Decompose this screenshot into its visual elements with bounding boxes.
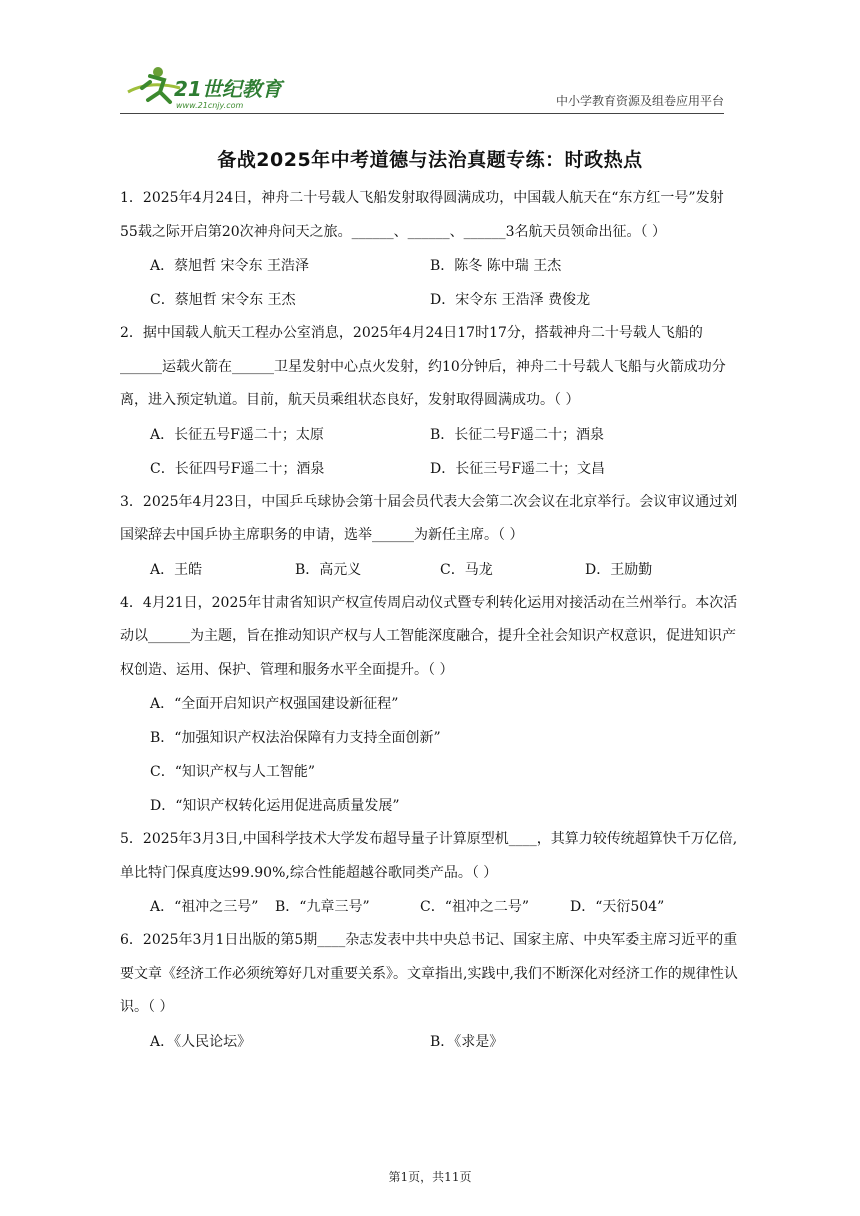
option-c: C．长征四号F遥二十；酒泉 — [150, 460, 325, 477]
option-a: A．“祖冲之三号” — [150, 899, 259, 915]
question-2: 2．据中国载人航天工程办公室消息，2025年4月24日17时17分，搭载神舟二十号载人飞船的______运载火箭在______卫星发射中心点火发射，约10分钟后，神舟二十号载人飞船与火箭成功分离，进入预定轨道。目前，航天员乘组状态良好，发射取得圆满成功。（ ） — [120, 325, 726, 408]
option-a: A．“全面开启知识产权强国建设新征程” — [150, 696, 399, 712]
question-5: 5．2025年3月3日,中国科学技术大学发布超导量子计算原型机____，其算力较传统超算快千万亿倍,单比特门保真度达99.90%,综合性能超越谷歌同类产品。（ ） — [120, 831, 738, 881]
question-list — [120, 182, 740, 1059]
option-b: B．陈冬 陈中瑞 王杰 — [430, 258, 562, 274]
option-c: C．“祖冲之二号” — [420, 899, 530, 915]
option-d: D．“天衍504” — [570, 899, 665, 915]
options-row — [120, 890, 740, 924]
option-c: C．“知识产权与人工智能” — [150, 764, 316, 780]
options-row — [120, 553, 740, 587]
question-1: 1．2025年4月24日，神舟二十号载人飞船发射取得圆满成功，中国载人航天在“东方红一号”发射55载之际开启第20次神舟问天之旅。______、______、______3名航天员领命出征。（ ） — [120, 190, 724, 240]
option-a: A．长征五号F遥二十；太原 — [150, 426, 324, 443]
option-b: B．高元义 — [295, 561, 362, 578]
option-d: D．长征三号F遥二十；文昌 — [430, 460, 605, 477]
options-row — [120, 1025, 740, 1059]
option-d: D．宋令东 王浩泽 费俊龙 — [430, 292, 591, 308]
question-4: 4．4月21日，2025年甘肃省知识产权宣传周启动仪式暨专利转化运用对接活动在兰州举行。本次活动以______为主题，旨在推动知识产权与人工智能深度融合，提升全社会知识产权意识，促进知识产权创造、运用、保护、管理和服务水平全面提升。（ ） — [120, 594, 738, 678]
option-b: B．“加强知识产权法治保障有力支持全面创新” — [150, 730, 441, 746]
option-c: C．马龙 — [440, 561, 493, 578]
option-d: D．“知识产权转化运用促进高质量发展” — [150, 798, 400, 814]
option-a: A．王皓 — [150, 561, 203, 578]
options-row — [120, 283, 740, 317]
option-a: A．蔡旭哲 宋令东 王浩泽 — [150, 258, 310, 274]
page-title: 备战2025年中考道德与法治真题专练：时政热点 — [217, 149, 643, 171]
page-header — [120, 62, 724, 114]
options-row — [120, 452, 740, 486]
site-logo — [120, 62, 320, 112]
option-b: B．长征二号F遥二十；酒泉 — [430, 426, 605, 443]
question-3: 3．2025年4月23日，中国乒乓球协会第十届会员代表大会第二次会议在北京举行。会议审议通过刘国梁辞去中国乒协主席职务的申请，选举______为新任主席。（ ） — [120, 493, 738, 543]
platform-name: 中小学教育资源及组卷应用平台 — [555, 94, 724, 108]
option-b: B．“九章三号” — [275, 899, 370, 915]
option-b: B．《求是》 — [430, 1033, 504, 1050]
page-number: 第1页，共11页 — [388, 1170, 472, 1184]
header-divider — [120, 113, 724, 114]
option-c: C．蔡旭哲 宋令东 王杰 — [150, 292, 296, 308]
svg-text:www.21cnjy.com: www.21cnjy.com — [176, 101, 244, 110]
option-a: A．《人民论坛》 — [150, 1033, 252, 1050]
options-row — [120, 418, 740, 452]
svg-text:21世纪教育: 21世纪教育 — [174, 77, 282, 101]
options-row — [120, 249, 740, 283]
question-6: 6．2025年3月1日出版的第5期____杂志发表中共中央总书记、国家主席、中央军委主席习近平的重要文章《经济工作必须统筹好几对重要关系》。文章指出,实践中,我们不断深化对经济工作的规律性认识。（ ） — [120, 932, 738, 1015]
option-d: D．王励勤 — [585, 561, 653, 578]
